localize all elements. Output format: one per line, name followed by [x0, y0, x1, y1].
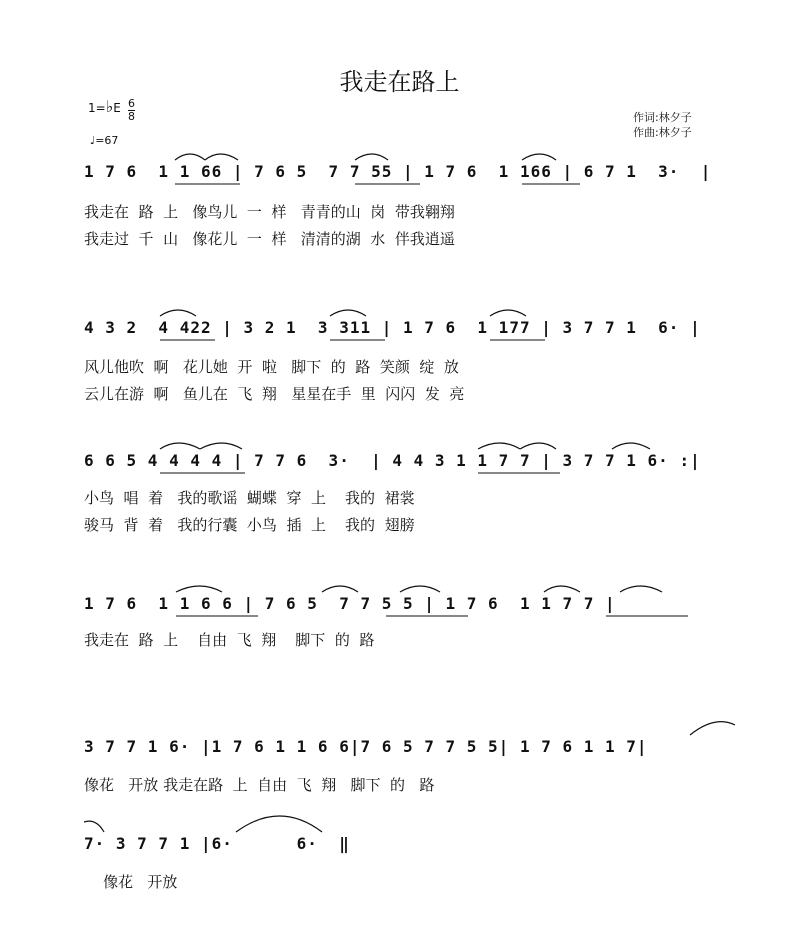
slur-mark — [612, 443, 650, 449]
key-letter: E — [113, 101, 121, 115]
slur-mark — [175, 154, 205, 160]
slur-mark — [322, 586, 358, 592]
time-top: 6 — [128, 97, 135, 110]
notes-line-3: 6 6 5 4 4 4 4 | 7 7 6 3· | 4 4 3 1 1 7 7 | 3 7 7 1 6· :| — [84, 451, 701, 470]
slur-mark — [205, 154, 238, 160]
slur-mark — [544, 586, 580, 592]
notes-line-6: 7· 3 7 7 1 |6· 6· ‖ — [84, 834, 350, 853]
key-prefix: 1= — [88, 101, 106, 115]
slur-mark — [200, 443, 242, 449]
notes-line-1: 1 7 6 1 1 66 | 7 6 5 7 7 55 | 1 7 6 1 166 | 6 7 1 3· | — [84, 162, 712, 181]
slur-mark — [490, 310, 526, 316]
lyric-line-5: 像花 开放 我走在路 上 自由 飞 翔 脚下 的 路 — [84, 776, 435, 794]
notes-line-5: 3 7 7 1 6· |1 7 6 1 1 6 6|7 6 5 7 7 5 5| 1 7 6 1 1 7| — [84, 737, 648, 756]
song-title: 我走在路上 — [339, 68, 460, 96]
lyric-line-2b: 云儿在游 啊 鱼儿在 飞 翔 星星在手 里 闪闪 发 亮 — [84, 385, 465, 403]
slur-mark — [330, 310, 366, 316]
composer: 作曲:林夕子 — [633, 126, 692, 139]
notes-line-2: 4 3 2 4 422 | 3 2 1 3 311 | 1 7 6 1 177 | 3 7 7 1 6· | — [84, 318, 701, 337]
flat-sign: ♭ — [105, 97, 114, 116]
notes-line-4: 1 7 6 1 1 6 6 | 7 6 5 7 7 5 5 | 1 7 6 1 1 7 7 | — [84, 594, 616, 613]
tempo-value: =67 — [95, 134, 119, 147]
slur-mark — [690, 722, 735, 735]
slur-mark — [236, 816, 322, 832]
lyric-line-2a: 风儿他吹 啊 花儿她 开 啦 脚下 的 路 笑颜 绽 放 — [84, 358, 459, 376]
slur-mark — [478, 443, 520, 449]
quarter-note-icon: ♩ — [90, 134, 96, 147]
slur-mark — [84, 821, 104, 832]
slur-mark — [520, 443, 556, 449]
slur-mark — [160, 310, 196, 316]
lyric-line-3a: 小鸟 唱 着 我的歌谣 蝴蝶 穿 上 我的 裙裳 — [84, 489, 415, 507]
lyricist: 作词:林夕子 — [633, 111, 692, 124]
lyric-line-6: 像花 开放 — [84, 873, 178, 891]
slur-mark — [176, 586, 222, 592]
lyric-line-1b: 我走过 千 山 像花儿 一 样 清清的湖 水 伴我逍遥 — [84, 230, 455, 248]
lyric-line-1a: 我走在 路 上 像鸟儿 一 样 青青的山 岗 带我翱翔 — [84, 203, 455, 221]
slur-mark — [522, 154, 556, 160]
lyric-line-3b: 骏马 背 着 我的行囊 小鸟 插 上 我的 翅膀 — [84, 516, 415, 534]
lyric-line-4: 我走在 路 上 自由 飞 翔 脚下 的 路 — [84, 631, 375, 649]
slur-mark — [160, 443, 200, 449]
slur-mark — [355, 154, 388, 160]
time-bottom: 8 — [128, 110, 135, 123]
slur-mark — [620, 586, 662, 592]
slur-mark — [400, 586, 440, 592]
